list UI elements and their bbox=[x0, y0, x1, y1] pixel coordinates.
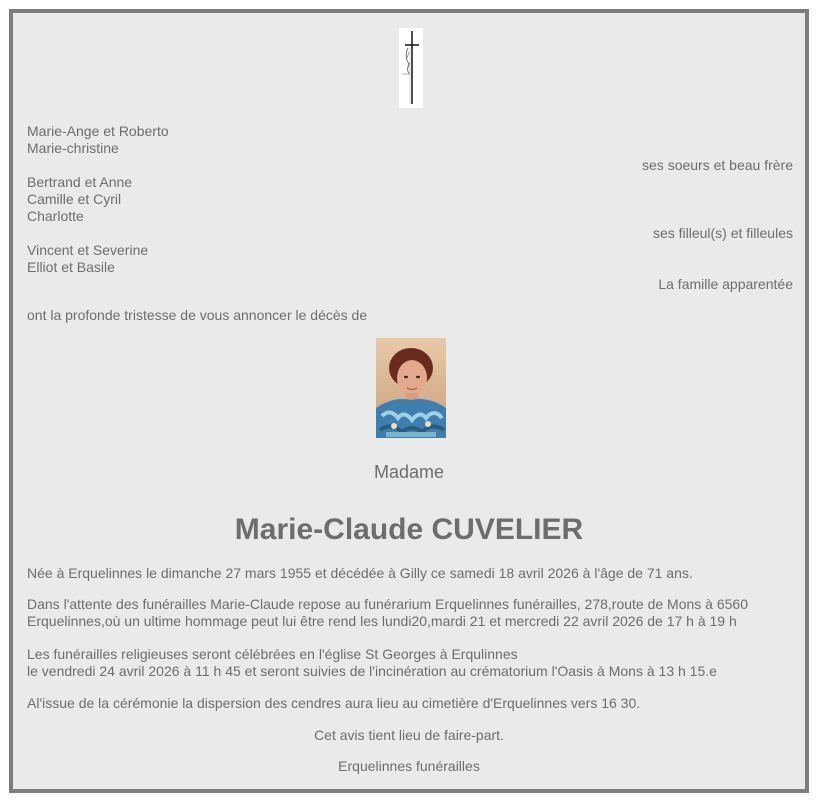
ashes-text: Al'issue de la cérémonie la dispersion des cendres aura lieu au cimetière d'Erquelinnes vers 16 30. bbox=[27, 695, 641, 711]
family-name: Charlotte bbox=[27, 208, 84, 224]
funeral-line: le vendredi 24 avril 2026 à 11 h 45 et seront suivies de l'incinération au crématorium l'Oasis à Mons à 13 h 15.e bbox=[27, 663, 717, 679]
family-name: Marie-christine bbox=[27, 140, 119, 156]
obituary-card bbox=[9, 9, 809, 793]
family-name: Vincent et Severine bbox=[27, 242, 149, 258]
portrait-photo bbox=[376, 338, 446, 438]
notice-text: Cet avis tient lieu de faire-part. bbox=[314, 727, 504, 743]
funeral-home: Erquelinnes funérailles bbox=[338, 758, 480, 774]
visitation-line: Dans l'attente des funérailles Marie-Claude repose au funérarium Erquelinnes funérailles, 278,route de Mons à 6560 bbox=[27, 596, 748, 612]
family-name: Bertrand et Anne bbox=[27, 174, 133, 190]
funeral-line: Les funérailles religieuses seront célébrées en l'église St Georges à Erqulinnes bbox=[27, 646, 518, 662]
deceased-name: Marie-Claude CUVELIER bbox=[234, 513, 584, 546]
announcement-text: ont la profonde tristesse de vous annoncer le décès de bbox=[27, 307, 368, 323]
family-relation: La famille apparentée bbox=[658, 276, 793, 292]
family-name: Elliot et Basile bbox=[27, 259, 115, 275]
visitation-line: Erquelinnes,où un ultime hommage peut lui être rend les lundi20,mardi 21 et mercredi 22 avril 2026 de 17 h à 19 h bbox=[27, 613, 737, 629]
cross-icon bbox=[399, 28, 423, 108]
family-name: Marie-Ange et Roberto bbox=[27, 123, 169, 139]
family-name: Camille et Cyril bbox=[27, 191, 122, 207]
family-relation: ses filleul(s) et filleules bbox=[652, 225, 793, 241]
family-relation: ses soeurs et beau frère bbox=[642, 157, 793, 173]
salutation: Madame bbox=[373, 462, 445, 482]
birth-death-text: Née à Erquelinnes le dimanche 27 mars 1955 et décédée à Gilly ce samedi 18 avril 2026 à l'âge de 71 ans. bbox=[27, 565, 693, 581]
